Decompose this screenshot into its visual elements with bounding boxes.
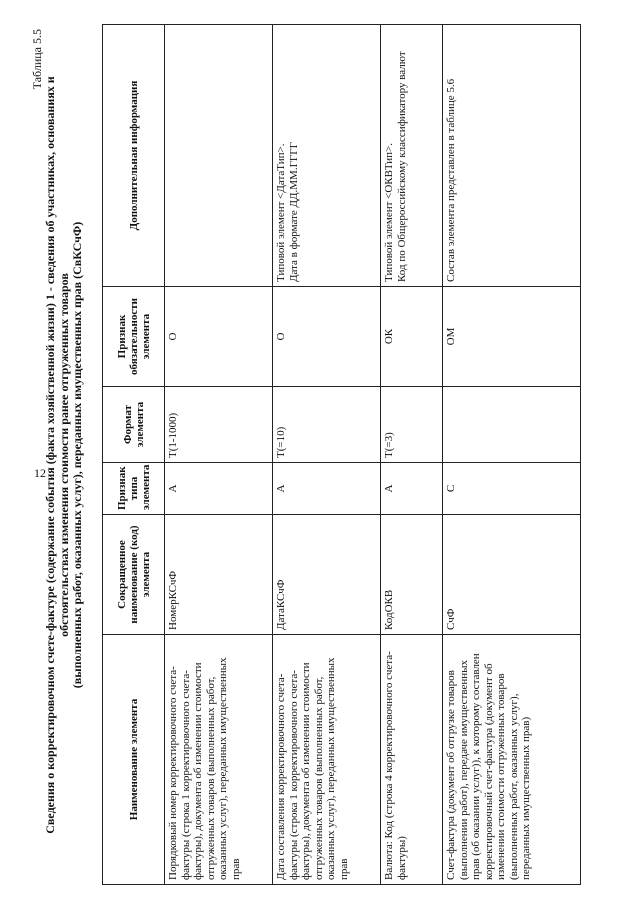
- cell-name: Дата составления корректировочного счета-фактуры (строка 1 корректировочного счета-фактуры), документа об изменении стоимости отгруженных товаров (выполненных работ, оказанных услуг), переданных имущественных прав: [273, 635, 381, 885]
- info-line: Дата в формате ДД.ММ.ГГГГ: [287, 141, 300, 282]
- cell-info: [443, 25, 581, 287]
- cell-info: [381, 25, 443, 287]
- cell-type: С: [443, 463, 581, 515]
- cell-name: Валюта: Код (строка 4 корректировочного счета-фактуры): [381, 635, 443, 885]
- column-header-name: Наименование элемента: [103, 635, 165, 885]
- table-row: [443, 25, 581, 885]
- info-line: Типовой элемент <ОКВТип>.: [383, 142, 395, 282]
- cell-type: А: [381, 463, 443, 515]
- elements-table: [102, 24, 581, 885]
- column-header-info: Дополнительная информация: [103, 25, 165, 287]
- cell-format: T(=10): [273, 387, 381, 463]
- column-header-type: Признак типа элемента: [103, 463, 165, 515]
- cell-type: А: [165, 463, 273, 515]
- cell-code: НомерКСчФ: [165, 515, 273, 635]
- cell-info: [165, 25, 273, 287]
- table-row: [165, 25, 273, 885]
- info-line: Состав элемента представлен в таблице 5.6: [445, 78, 457, 282]
- heading-line: Сведения о корректировочном счете-фактуре (содержание события (факта хозяйственной жизни) 1 - сведения об участниках, основаниях и: [43, 76, 57, 834]
- cell-required: ОМ: [443, 287, 581, 387]
- cell-code: СчФ: [443, 515, 581, 635]
- cell-required: О: [273, 287, 381, 387]
- info-line: Типовой элемент <ДатаТип>.: [275, 143, 287, 282]
- table-label: Таблица 5.5: [30, 29, 44, 90]
- rotated-page-content: [20, 25, 590, 885]
- heading-line: обстоятельствах изменения стоимости ранее отгруженных товаров: [56, 273, 71, 637]
- table-row: [381, 25, 443, 885]
- cell-format: [443, 387, 581, 463]
- heading-line: (выполненных работ, оказанных услуг), переданных имущественных прав (СвКСчФ): [70, 221, 84, 689]
- cell-format: T(1-1000): [165, 387, 273, 463]
- column-header-format: Формат элемента: [103, 387, 165, 463]
- cell-code: ДатаКСчФ: [273, 515, 381, 635]
- column-header-required: Признак обязательности элемента: [103, 287, 165, 387]
- table-row: [273, 25, 381, 885]
- cell-format: T(=3): [381, 387, 443, 463]
- table-header-row: [103, 25, 165, 885]
- cell-name: Порядковый номер корректировочного счета-фактуры (строка 1 корректировочного счета-фактуры), документа об изменении стоимости отгруженных товаров (выполненных работ, оказанных услуг), переданных имущественных прав: [165, 635, 273, 885]
- cell-type: А: [273, 463, 381, 515]
- column-header-code: Сокращенное наименование (код) элемента: [103, 515, 165, 635]
- cell-name: Счет-фактура (документ об отгрузке товаров (выполнении работ), передаче имущественных прав (об оказании услуг)), к которому составлен корректировочный счет-фактура (документ об изменении стоимости отгруженных товаров (выполненных работ, оказанных услуг), переданных имущественных прав): [443, 635, 581, 885]
- cell-required: ОК: [381, 287, 443, 387]
- cell-required: О: [165, 287, 273, 387]
- page-number: 12: [34, 466, 46, 480]
- cell-code: КодОКВ: [381, 515, 443, 635]
- cell-info: [273, 25, 381, 287]
- info-line: Код по Общероссийскому классификатору валют: [395, 51, 408, 282]
- table-heading: [44, 25, 85, 885]
